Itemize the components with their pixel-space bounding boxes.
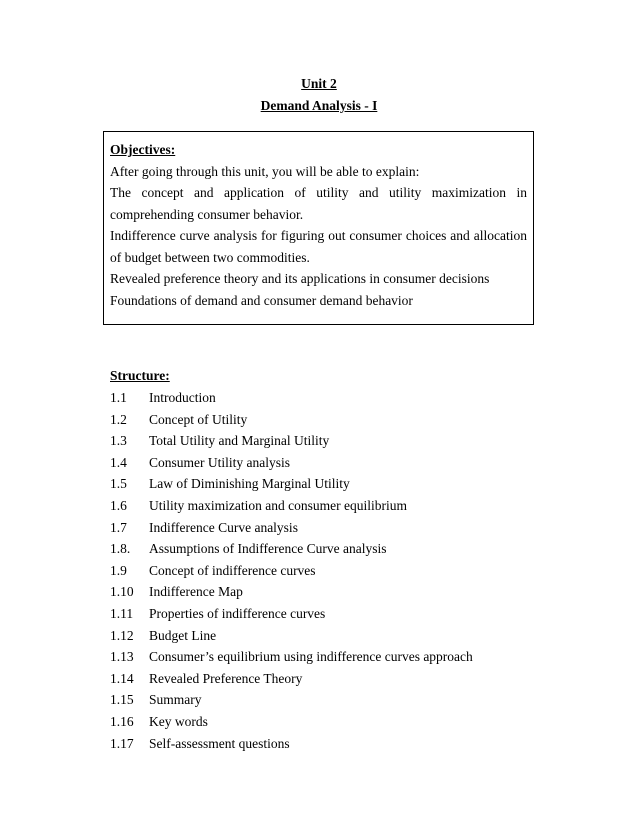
toc-number: 1.13: [110, 649, 134, 665]
toc-title: Introduction: [149, 390, 216, 405]
toc-row: [110, 517, 540, 539]
title-block: [0, 73, 638, 117]
toc-number: 1.3: [110, 433, 127, 449]
toc-row: [110, 560, 540, 582]
toc-number: 1.1: [110, 390, 127, 405]
toc-title: Revealed Preference Theory: [149, 670, 303, 686]
toc-number: 1.6: [110, 497, 127, 513]
toc-title: Consumer Utility analysis: [149, 454, 290, 470]
toc-row: [110, 646, 540, 668]
objective-item: Revealed preference theory and its applications in consumer decisions: [110, 271, 490, 286]
toc-title: Indifference Map: [149, 584, 243, 600]
toc-title: Concept of Utility: [149, 411, 248, 427]
toc-number: 1.11: [110, 605, 134, 621]
toc-row: [110, 538, 540, 560]
toc-row: [110, 689, 540, 711]
toc-number: 1.15: [110, 692, 134, 708]
toc-number: 1.7: [110, 519, 127, 535]
toc-number: 1.17: [110, 735, 134, 751]
toc-row: [110, 733, 540, 755]
toc-row: [110, 495, 540, 517]
toc-row: [110, 581, 540, 603]
toc-number: 1.16: [110, 713, 134, 729]
toc-title: Assumptions of Indifference Curve analysis: [149, 541, 387, 557]
toc-row: [110, 668, 540, 690]
objectives-intro: After going through this unit, you will be able to explain:: [110, 163, 420, 179]
toc-row: [110, 430, 540, 452]
toc-number: 1.8.: [110, 541, 131, 557]
toc-title: Total Utility and Marginal Utility: [149, 433, 330, 449]
objective-item: Indifference curve analysis for figuring out consumer choices and allocation of budget between two commodities.: [110, 228, 527, 265]
toc-number: 1.5: [110, 476, 127, 492]
toc-title: Self-assessment questions: [149, 735, 290, 751]
toc-row: [110, 625, 540, 647]
toc-number: 1.14: [110, 670, 134, 686]
toc-number: 1.4: [110, 454, 127, 470]
toc-number: 1.2: [110, 411, 127, 427]
toc-title: Utility maximization and consumer equilibrium: [149, 497, 407, 513]
structure-heading: Structure:: [110, 368, 170, 383]
toc-row: [110, 473, 540, 495]
toc-title: Summary: [149, 692, 202, 708]
toc-number: 1.12: [110, 627, 134, 643]
objective-item: The concept and application of utility and utility maximization in comprehending consumer behavior.: [110, 185, 527, 222]
toc-row: [110, 387, 540, 409]
objectives-heading: Objectives:: [110, 142, 176, 157]
toc-row: [110, 409, 540, 431]
toc-title: Indifference Curve analysis: [149, 519, 298, 535]
toc-row: [110, 603, 540, 625]
toc-row: [110, 711, 540, 733]
toc-title: Properties of indifference curves: [149, 605, 326, 621]
structure-section: [110, 365, 540, 754]
page-title: Demand Analysis - I: [260, 98, 378, 113]
toc-row: [110, 452, 540, 474]
toc-number: 1.10: [110, 584, 134, 600]
toc-title: Key words: [149, 713, 208, 729]
toc-title: Law of Diminishing Marginal Utility: [149, 476, 350, 492]
unit-label: Unit 2: [301, 76, 337, 91]
toc-title: Budget Line: [149, 627, 217, 643]
objective-item: Foundations of demand and consumer demand behavior: [110, 292, 413, 308]
objectives-box: [103, 131, 534, 325]
toc-title: Concept of indifference curves: [149, 562, 316, 578]
toc-title: Consumer’s equilibrium using indifference curves approach: [149, 649, 473, 665]
toc-number: 1.9: [110, 562, 127, 578]
